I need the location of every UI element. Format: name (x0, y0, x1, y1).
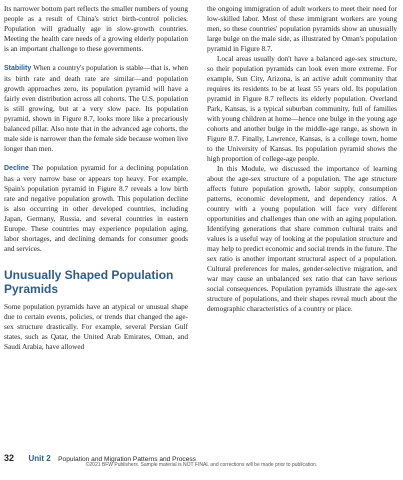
unit-label: Unit 2 (28, 454, 51, 463)
right-paragraph-2: Local areas usually don't have a balanced age-sex structure, so their population pyramids can look even more extreme. For example, Sun City, Arizona, is an active adult community that requires its residents to be at least 55 years old. Its population pyramid in Figure 8.7 reflects its elderly population. Overland Park, Kansas, is a typical suburban community, full of families with young children at home—hence one bulge in the young age cohorts and another bulge in the middle-age range, as shown in Figure 8.7. Finally, Lawrence, Kansas, is a college town, home to the University of Kansas. Its population pyramid shows the high proportion of college-age people. (207, 54, 397, 163)
decline-paragraph (4, 163, 188, 254)
right-paragraph-3: In this Module, we discussed the importance of learning about the age-sex structure of a population. The age structure affects future population growth, labor supply, consumption patterns, economic development, and dependency ratios. A country with a young population will face very different opportunities and challenges than one with an aging population. Identifying generations that share common cultural traits and values is a useful way of looking at the population structure and may help to predict economic and social trends in the future. The sex ratio is another important structural aspect of a population. Cultural preferences for males, gender-selective migration, and war may cause an unbalanced sex ratio that can have serious social consequences. Population pyramids illustrate the age-sex structure of populations, and their shapes reveal much about the demographic characteristics of a country or place. (207, 164, 397, 313)
intro-paragraph: Its narrower bottom part reflects the smaller numbers of young people as a result of China's strict birth-control policies. Population will gradually age in slow-growth countries. Meeting the health care needs of a growing elderly population is an important challenge to these governments. (4, 4, 188, 53)
section-heading: Unusually Shaped Population Pyramids (4, 268, 174, 296)
right-paragraph-1: the ongoing immigration of adult workers to meet their need for low-skilled labor. Most of these immigrant workers are young men, so these countries' population pyramids show an unusually large bulge on the male side, as illustrated by Oman's population pyramid in Figure 8.7. (207, 4, 397, 53)
stability-paragraph (4, 63, 188, 154)
stability-term: Stability (4, 65, 32, 72)
unit-title: Population and Migration Patterns and Process (58, 456, 196, 463)
page-footer (4, 448, 399, 466)
stability-text: When a country's population is stable—that is, when its birth rate and death rate are similar—and population growth approaches zero, its population pyramid will have a fairly even distribution across all cohorts. The U.S. population is still growing, but at a very slow pace. Its population pyramid, shown in Figure 8.7, looks more like a precariously balanced pillar. Also note that in the advanced age cohorts, the male side is narrower than the female side because women live longer than men. (4, 63, 188, 153)
unusual-paragraph: Some population pyramids have an atypical or unusual shape due to certain events, policies, or trends that changed the age-sex structure drastically. For example, several Persian Gulf states, such as Qatar, the United Arab Emirates, Oman, and Saudi Arabia, have allowed (4, 302, 188, 351)
right-column (207, 4, 397, 314)
left-column (4, 4, 188, 352)
copyright-notice: ©2021 BFW Publishers. Sample material is NOT FINAL and corrections will be made prior to publication. (85, 462, 318, 468)
page-number: 32 (4, 453, 15, 463)
decline-text: The population pyramid for a declining population has a very narrow base or appears top heavy. For example, Spain's population pyramid in Figure 8.7 reveals a low birth rate and negative population growth. This population decline is also occurring in other developed countries, including Japan, Germany, Russia, and several countries in eastern Europe. These countries may experience population aging, labor shortages, and declining demands for consumer goods and services. (4, 163, 188, 253)
decline-term: Decline (4, 165, 29, 172)
